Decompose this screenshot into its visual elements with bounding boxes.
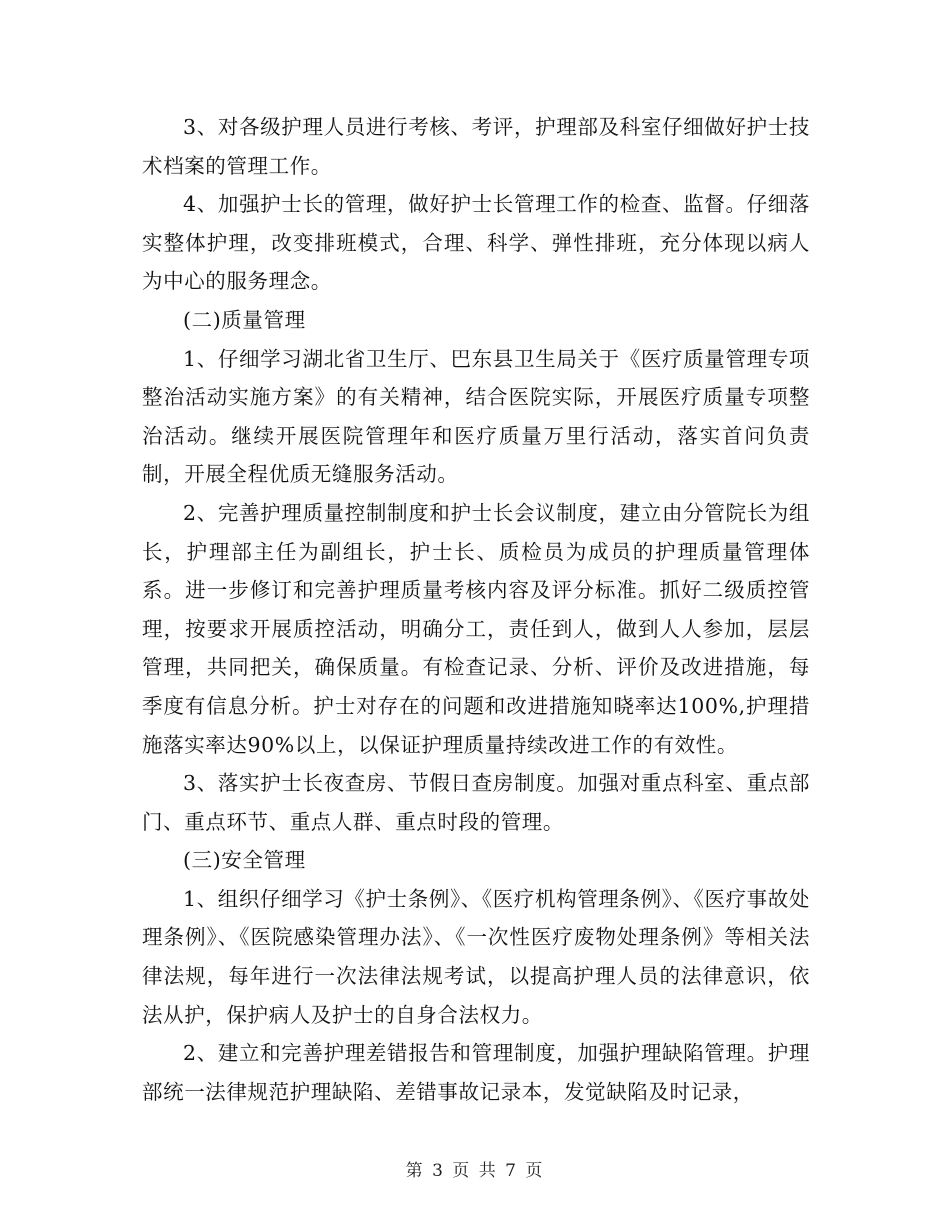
paragraph-quality-study: 1、仔细学习湖北省卫生厅、巴东县卫生局关于《医疗质量管理专项整治活动实施方案》的有关精神，结合医院实际，开展医疗质量专项整治活动。继续开展医院管理年和医疗质量万里行活动，落实首问负责制，开展全程优质无缝服务活动。 bbox=[142, 346, 810, 487]
page-number-footer: 第 3 页 共 7 页 bbox=[405, 1161, 545, 1181]
paragraph-law-study: 1、组织仔细学习《护士条例》、《医疗机构管理条例》、《医疗事故处理条例》、《医院感染管理办法》、《一次性医疗废物处理条例》等相关法律法规，每年进行一次法律法规考试，以提高护理人员的法律意识，依法从护，保护病人及护士的自身合法权力。 bbox=[142, 886, 810, 1027]
paragraph-assessment: 3、对各级护理人员进行考核、考评，护理部及科室仔细做好护士技术档案的管理工作。 bbox=[142, 115, 810, 178]
paragraph-quality-control-system: 2、完善护理质量控制制度和护士长会议制度，建立由分管院长为组长，护理部主任为副组长，护士长、质检员为成员的护理质量管理体系。进一步修订和完善护理质量考核内容及评分标准。抓好二级质控管理，按要求开展质控活动，明确分工，责任到人，做到人人参加，层层管理，共同把关，确保质量。有检查记录、分析、评价及改进措施，每季度有信息分析。护士对存在的问题和改进措施知晓率达100%,护理措施落实率达90%以上，以保证护理质量持续改进工作的有效性。 bbox=[142, 500, 810, 757]
paragraph-error-reporting: 2、建立和完善护理差错报告和管理制度，加强护理缺陷管理。护理部统一法律规范护理缺陷、差错事故记录本，发觉缺陷及时记录， bbox=[142, 1041, 810, 1104]
section-heading-quality-management: (二)质量管理 bbox=[183, 307, 306, 332]
paragraph-head-nurse-management: 4、加强护士长的管理，做好护士长管理工作的检查、监督。仔细落实整体护理，改变排班模式，合理、科学、弹性排班，充分体现以病人为中心的服务理念。 bbox=[142, 192, 810, 294]
document-body bbox=[142, 108, 810, 1111]
paragraph-night-rounds: 3、落实护士长夜查房、节假日查房制度。加强对重点科室、重点部门、重点环节、重点人群、重点时段的管理。 bbox=[142, 771, 810, 834]
section-heading-safety-management: (三)安全管理 bbox=[183, 848, 306, 873]
